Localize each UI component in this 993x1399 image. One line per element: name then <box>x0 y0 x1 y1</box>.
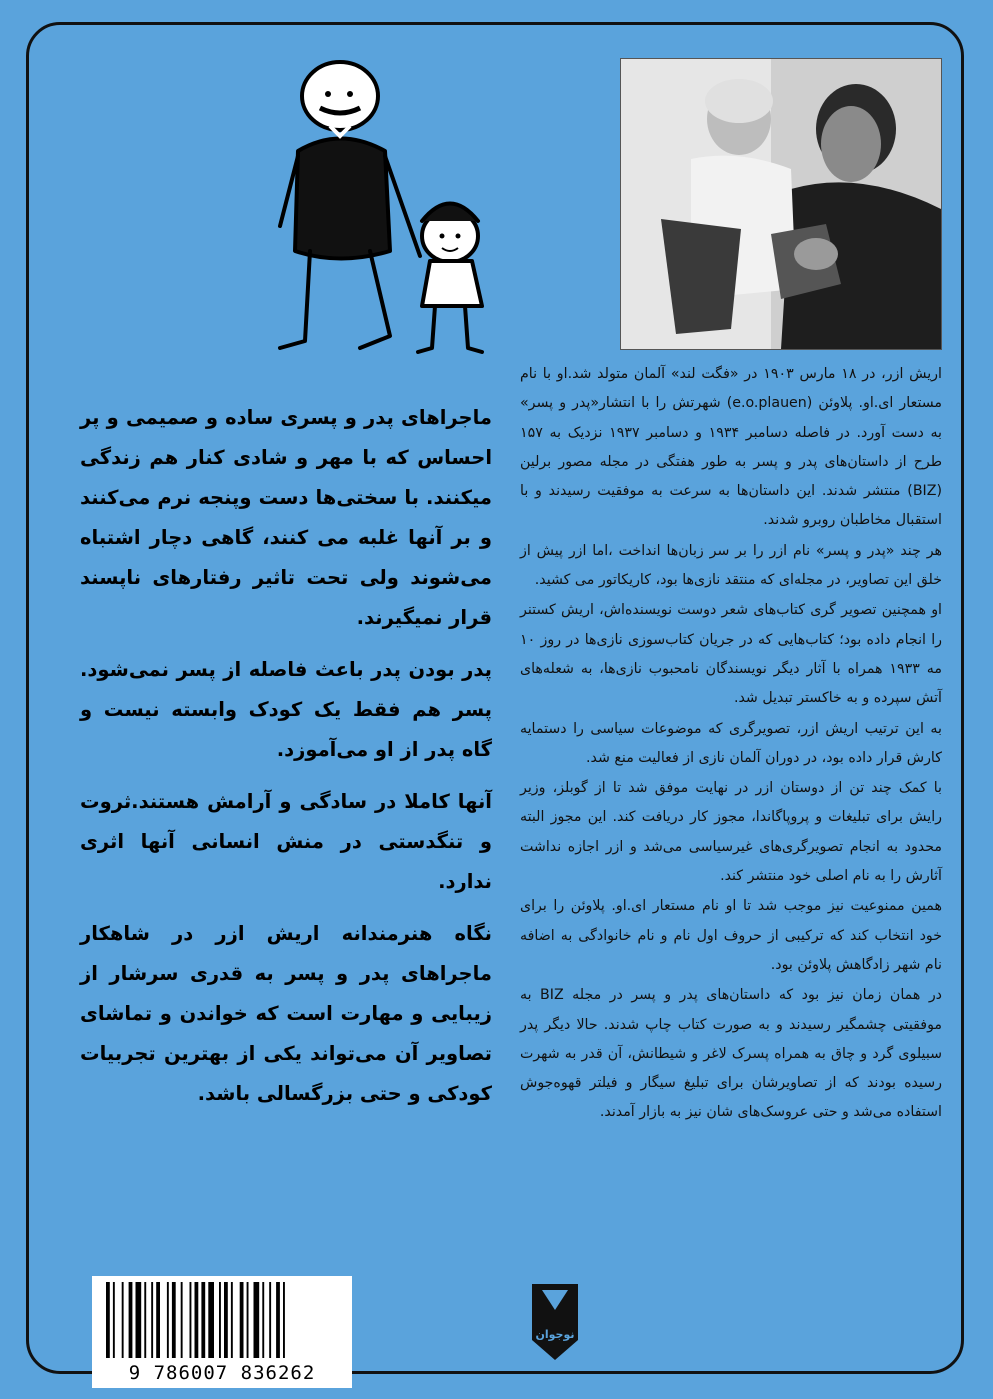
biography-paragraph: با کمک چند تن از دوستان ازر در نهایت موفق شد تا از گوبلز، وزیر رایش برای تبلیغات و پروپاگاندا، مجوز کار دریافت کند. این مجوز البته محدود به انجام تصویرگری‌های غیرسیاسی می‌شد و ازر اجازه نداشت آثارش را به نام اصلی خود منتشر کند. <box>520 780 942 885</box>
book-blurb <box>80 398 492 1126</box>
biography-text <box>520 360 942 1129</box>
publisher-logo-text: نوجوان <box>535 1328 575 1341</box>
blurb-paragraph: نگاه هنرمندانه اریش ازر در شاهکار ماجراهای پدر و پسر به قدری سرشار از زیبایی و مهارت است که خواندن و تماشای تصاویر آن می‌تواند یکی از بهترین تجربیات کودکی و حتی بزرگسالی باشد. <box>80 922 492 1105</box>
publisher-logo <box>528 1280 582 1362</box>
barcode-bars <box>92 1276 352 1360</box>
biography-paragraph: همین ممنوعیت نیز موجب شد تا او نام مستعار ای.او. پلاوئن را برای خود انتخاب کند که ترکیبی از حروف اول نام و نام خانوادگی به اضافه نام شهر زادگاهش پلاوئن بود. <box>520 898 942 973</box>
blurb-paragraph: ماجراهای پدر و پسری ساده و صمیمی و پر احساس که با مهر و شادی کنار هم زندگی میکنند. با سختی‌ها دست وپنجه نرم می‌کنند و بر آنها غلبه می کنند، گاهی دچار اشتباه می‌شوند ولی تحت تاثیر رفتارهای ناپسند قرار نمیگیرند. <box>80 406 492 629</box>
father-and-son-cartoon <box>250 56 510 356</box>
biography-paragraph: او همچنین تصویر گری کتاب‌های شعر دوست نویسنده‌اش، اریش کستنر را انجام داده بود؛ کتاب‌هایی که در جریان کتاب‌سوزی نازی‌ها در روز ۱۰ مه ۱۹۳۳ همراه با آثار دیگر نویسندگان نامحبوب نازی‌ها، به شعله‌های آتش سپرده و به خاکستر تبدیل شد. <box>520 602 942 707</box>
biography-paragraph: هر چند «پدر و پسر» نام ازر را بر سر زبان‌ها انداخت ،اما ازر پیش از خلق این تصاویر، در مجله‌ای که منتقد نازی‌ها بود، کاریکاتور می کشید. <box>520 542 942 589</box>
barcode <box>92 1276 352 1388</box>
biography-paragraph: به این ترتیب اریش ازر، تصویرگری که موضوعات سیاسی را دستمایه کارش قرار داده بود، در دوران آلمان نازی از فعالیت منع شد. <box>520 720 942 766</box>
biography-paragraph: در همان زمان نیز بود که داستان‌های پدر و پسر در مجله BIZ به موفقیتی چشمگیر رسیدند و به صورت کتاب چاپ شدند. حالا دیگر پدر سبیلوی گرد و چاق به همراه پسرک لاغر و شیطانش، آن قدر به شهرت رسیده بودند که از تصاویرشان برای تبلیغ سیگار و فیلتر قهوه‌جوش استفاده می‌شد و حتی عروسک‌های شان نیز به بازار آمدند. <box>520 987 942 1121</box>
barcode-number: 9 786007 836262 <box>128 1362 316 1384</box>
author-photo <box>620 58 942 350</box>
biography-paragraph: اریش ازر، در ۱۸ مارس ۱۹۰۳ در «فگت لند» آلمان متولد شد.او با نام مستعار ای.او. پلاوئن (e.o.plauen) شهرتش را با انتشار«پدر و پسر» به دست آورد. در فاصله دسامبر ۱۹۳۴ و دسامبر ۱۹۳۷ نزدیک به ۱۵۷ طرح از داستان‌های پدر و پسر به طور هفتگی در مجله مصور برلین (BIZ) منتشر شدند. این داستان‌ها به سرعت به موفقیت رسیدند و با استقبال مخاطبان روبرو شدند. <box>520 366 942 529</box>
blurb-paragraph: پدر بودن پدر باعث فاصله از پسر نمی‌شود. پسر هم فقط یک کودک وابسته نیست و گاه پدر از او می‌آموزد. <box>80 658 492 761</box>
blurb-paragraph: آنها کاملا در سادگی و آرامش هستند.ثروت و تنگدستی در منش انسانی آنها اثری ندارد. <box>80 790 492 893</box>
